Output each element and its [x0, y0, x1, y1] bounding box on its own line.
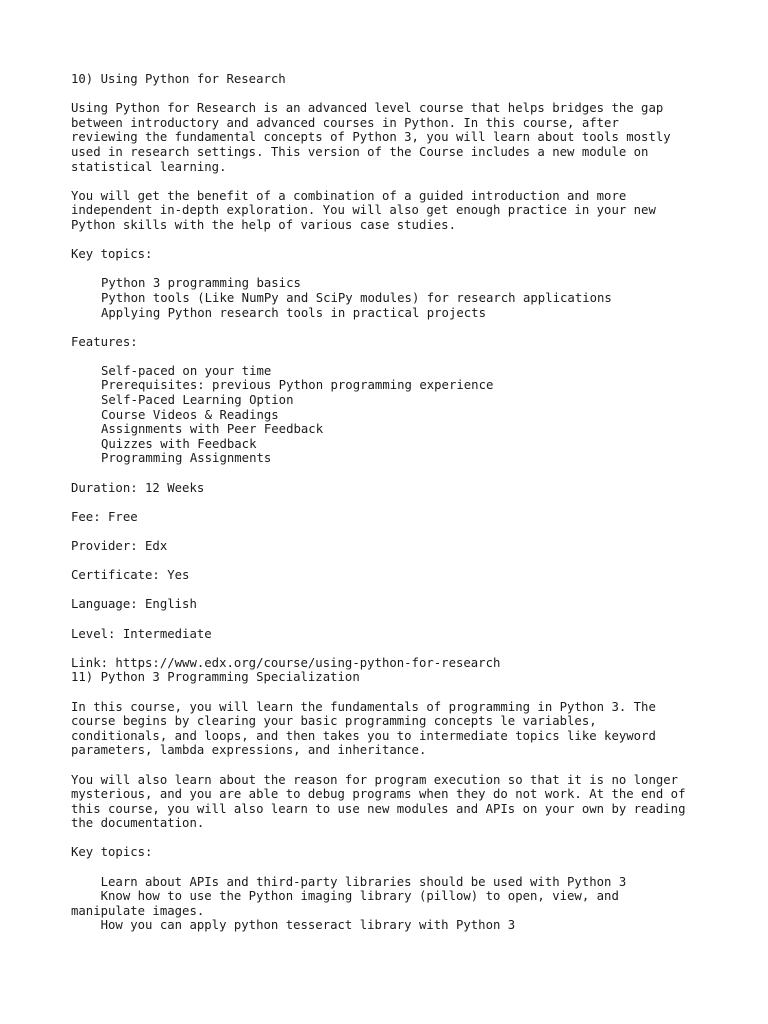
text-line: Python skills with the help of various case studies. [71, 217, 456, 232]
level-text: Level: Intermediate [71, 626, 212, 641]
section-heading: 11) Python 3 Programming Specialization [71, 670, 360, 685]
text-line: course begins by clearing your basic programming concepts le variables, [71, 714, 597, 729]
list-item: Learn about APIs and third-party libraries should be used with Python 3 [71, 874, 627, 889]
provider-text: Provider: Edx [71, 539, 168, 553]
list-item: manipulate images. [71, 903, 205, 918]
list-item: Know how to use the Python imaging library (pillow) to open, view, and [71, 889, 619, 904]
fee-text: Fee: Free [71, 509, 138, 524]
key-topics-list [71, 875, 711, 933]
course-benefits [71, 773, 711, 831]
language-text: Language: English [71, 597, 197, 612]
text-line: You will also learn about the reason for program execution so that it is no longer [71, 772, 679, 787]
course-description [71, 101, 711, 174]
text-line: used in research settings. This version of the Course includes a new module on [71, 144, 649, 159]
list-item: Applying Python research tools in practical projects [101, 305, 486, 320]
list-item: Python 3 programming basics [101, 276, 301, 291]
text-line: In this course, you will learn the fundamentals of programming in Python 3. The [71, 699, 656, 714]
text-line: parameters, lambda expressions, and inheritance. [71, 743, 427, 758]
course-benefits [71, 189, 711, 233]
text-line: reviewing the fundamental concepts of Python 3, you will learn about tools mostly [71, 130, 671, 145]
text-line: mysterious, and you are able to debug programs when they do not work. At the end of [71, 787, 686, 802]
key-topics-label: Key topics: [71, 845, 153, 860]
text-line: Using Python for Research is an advanced level course that helps bridges the gap [71, 101, 664, 116]
list-item: Self-paced on your time [101, 363, 272, 378]
key-topics-list [71, 276, 711, 320]
document-body [71, 72, 711, 933]
section-heading: 10) Using Python for Research [71, 72, 286, 86]
list-item: Course Videos & Readings [101, 407, 279, 422]
course-link[interactable]: Link: https://www.edx.org/course/using-python-for-research [71, 655, 501, 670]
key-topics-label: Key topics: [71, 247, 153, 262]
text-line: this course, you will also learn to use new modules and APIs on your own by reading [71, 801, 686, 816]
certificate-text: Certificate: Yes [71, 568, 190, 583]
text-line: conditionals, and loops, and then takes you to intermediate topics like keyword [71, 728, 656, 743]
text-line: between introductory and advanced courses in Python. In this course, after [71, 115, 619, 130]
list-item: Quizzes with Feedback [101, 436, 257, 451]
list-item: How you can apply python tesseract library with Python 3 [71, 918, 516, 933]
duration-text: Duration: 12 Weeks [71, 480, 205, 495]
text-line: independent in-depth exploration. You will also get enough practice in your new [71, 203, 656, 218]
list-item: Assignments with Peer Feedback [101, 422, 324, 437]
list-item: Programming Assignments [101, 451, 272, 466]
course-description [71, 700, 711, 758]
features-label: Features: [71, 334, 138, 349]
text-line: statistical learning. [71, 159, 227, 174]
list-item: Prerequisites: previous Python programming experience [101, 378, 494, 393]
list-item: Self-Paced Learning Option [101, 393, 294, 408]
text-line: the documentation. [71, 816, 205, 831]
text-line: You will get the benefit of a combination of a guided introduction and more [71, 188, 627, 203]
list-item: Python tools (Like NumPy and SciPy modules) for research applications [101, 290, 612, 305]
features-list [71, 364, 711, 466]
